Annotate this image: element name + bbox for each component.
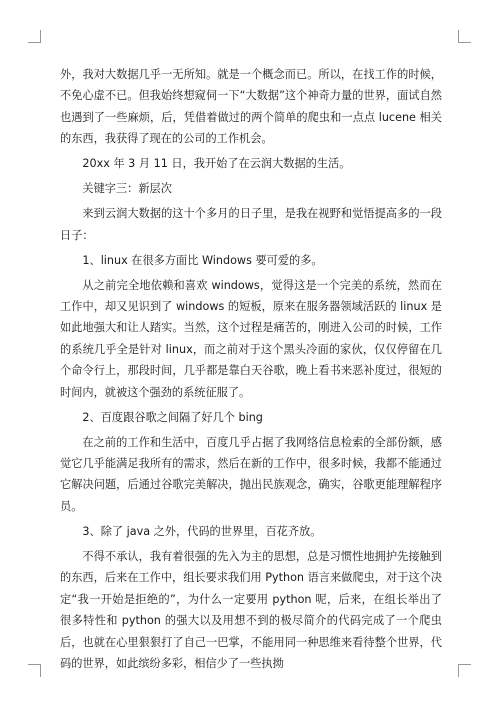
point-heading-2: 2、百度跟谷歌之间隔了好几个 bing — [82, 410, 263, 424]
crop-mark-top-left — [28, 30, 41, 43]
paragraph-linux: 从之前完全地依赖和喜欢 windows，觉得这是一个完美的系统，然而在工作中，却又见识到了 windows 的短板，原来在服务器领域活跃的 linux 是如此地强大和让人踏实。当然，这个过程是痛苦的，刚进入公司的时候，工作的系统几乎全是针对 linux，而之前对于这个黑头冷面的家伙，仅仅停留在几个命令行上，那段时间，几乎都是靠白天谷歌，晚上看书来恶补度过，很短的时间内，就被这个强劲的系统征服了。 — [60, 278, 442, 399]
crop-mark-bottom-left — [28, 664, 41, 677]
crop-mark-top-right — [458, 30, 471, 43]
point-heading-3: 3、除了 java 之外，代码的世界里，百花齐放。 — [82, 524, 322, 538]
paragraph-python: 不得不承认，我有着很强的先入为主的思想，总是习惯性地拥护先接触到的东西，后来在工作中，组长要求我们用 Python 语言来做爬虫，对于这个决定“我一开始是拒绝的”，为什么一定要用 python 呢，后来，在组长举出了很多特性和 python 的强大以及用想不到的极尽简介的代码完成了一个爬虫后，也就在心里狠狠打了自己一巴掌，不能用同一种思维来看待整个世界，代码的世界，如此缤纷多彩，相信少了一些执拗 — [60, 549, 442, 670]
paragraph-search: 在之前的工作和生活中，百度几乎占据了我网络信息检索的全部份额，感觉它几乎能满足我所有的需求，然后在新的工作中，很多时候，我都不能通过它解决问题，后通过谷歌完美解决，抛出民族观念，确实，谷歌更能理解程序员。 — [60, 435, 442, 513]
point-heading-1: 1、linux 在很多方面比 Windows 要可爱的多。 — [82, 253, 323, 267]
paragraph-intro: 来到云润大数据的这十个多月的日子里，是我在视野和觉悟提高多的一段日子： — [60, 207, 442, 242]
document-body — [60, 64, 442, 678]
paragraph-continued: 外，我对大数据几乎一无所知。就是一个概念而已。所以，在找工作的时候，不免心虚不已。但我始终想窥伺一下“大数据”这个神奇力量的世界，面试自然也遇到了一些麻烦，后，凭借着做过的两个简单的爬虫和一点点 lucene 相关的东西，我获得了现在的公司的工作机会。 — [60, 68, 442, 146]
crop-mark-bottom-right — [458, 664, 471, 677]
section-keyword: 关键字三：新层次 — [82, 182, 172, 196]
paragraph-date: 20xx 年 3 月 11 日，我开始了在云润大数据的生活。 — [82, 157, 351, 171]
